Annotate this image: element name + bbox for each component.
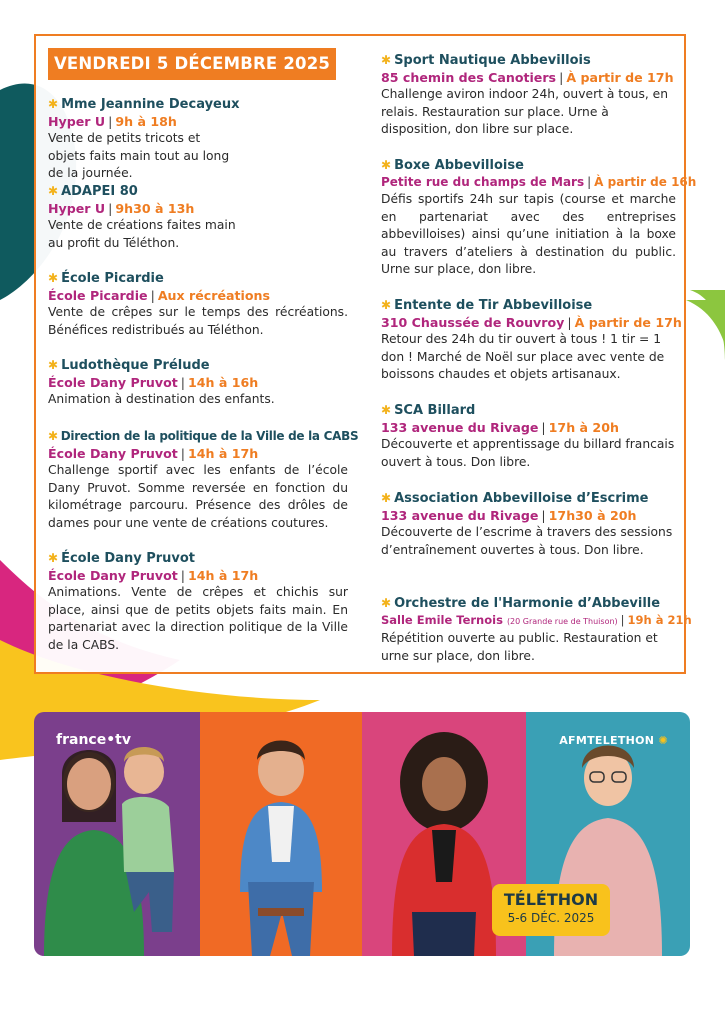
star-icon: ✱ (48, 429, 58, 443)
event-title: ✱ École Dany Pruvot (48, 551, 196, 566)
event-description: Défis sportifs 24h sur tapis (course et marche en partenariat avec des entreprises abbevilloises) ainsi qu’une initiation à la boxe au travers d’ateliers à destination du public. Urne sur place, don libre. (381, 192, 676, 276)
event-location: 85 chemin des Canotiers | À partir de 17h (381, 70, 674, 85)
event-location: Hyper U | 9h30 à 13h (48, 201, 195, 216)
telethon-badge (492, 884, 610, 936)
event-title: ✱ Orchestre de l'Harmonie d’Abbeville (381, 596, 661, 611)
star-icon: ✱ (381, 491, 392, 505)
event-description: Vente de créations faites main au profit du Téléthon. (48, 218, 236, 250)
france-tv-logo: france•tv (56, 732, 131, 748)
event-item (48, 270, 348, 339)
telethon-banner (34, 712, 690, 956)
event-description: Challenge aviron indoor 24h, ouvert à tous, en relais. Restauration sur place. Urne à disposition, don libre sur place. (381, 87, 669, 136)
event-title: ✱ ADAPEI 80 (48, 184, 138, 199)
event-description: Retour des 24h du tir ouvert à tous ! 1 tir = 1 don ! Marché de Noël sur place avec vente de boissons chaudes et objets artisanaux. (381, 332, 665, 381)
event-item (381, 157, 697, 279)
star-icon: ✱ (48, 271, 59, 285)
event-location: Petite rue du champs de Mars | À partir de 16h (381, 175, 697, 189)
event-description: Vente de crêpes sur le temps des récréations. Bénéfices redistribués au Téléthon. (48, 305, 348, 337)
event-description: Découverte de l’escrime à travers des sessions d’entraînement ouvertes à tous. Don libre. (381, 525, 673, 557)
event-description: Challenge sportif avec les enfants de l’école Dany Pruvot. Somme reversée en fonction du kilométrage parcouru. Présence des drôles de dames pour une vente de créations coutures. (48, 463, 348, 530)
person-photo-woman-child (34, 712, 200, 956)
event-location: 133 avenue du Rivage | 17h30 à 20h (381, 508, 637, 523)
event-description: Animations. Vente de crêpes et chichis sur place, ainsi que de petits objets faits main. En partenariat avec la direction politique de la Ville de la CABS. (48, 585, 348, 652)
event-item (381, 490, 676, 559)
event-title: ✱ Ludothèque Prélude (48, 358, 210, 373)
event-item (381, 52, 676, 139)
event-item (381, 595, 692, 665)
date-banner: VENDREDI 5 DÉCEMBRE 2025 (48, 48, 336, 80)
event-title: ✱ Boxe Abbevilloise (381, 158, 524, 173)
star-icon: ✱ (381, 158, 392, 172)
event-location: École Dany Pruvot | 14h à 17h (48, 446, 259, 461)
star-icon: ✱ (48, 97, 59, 111)
event-title: ✱ Association Abbevilloise d’Escrime (381, 491, 649, 506)
event-location: 133 avenue du Rivage | 17h à 20h (381, 420, 619, 435)
badge-date: 5-6 DÉC. 2025 (507, 911, 595, 925)
event-title: ✱ Entente de Tir Abbevilloise (381, 298, 593, 313)
event-location: Hyper U | 9h à 18h (48, 114, 177, 129)
star-icon: ✱ (381, 403, 392, 417)
event-item (381, 297, 682, 384)
star-icon: ✱ (48, 184, 59, 198)
star-icon: ✱ (48, 551, 59, 565)
event-item (381, 402, 676, 471)
star-icon: ✱ (381, 596, 392, 610)
badge-title: TÉLÉTHON (503, 890, 599, 909)
star-icon: ✱ (48, 358, 59, 372)
sun-icon: ✺ (658, 734, 668, 747)
event-description: Découverte et apprentissage du billard francais ouvert à tous. Don libre. (381, 437, 675, 469)
event-location: École Dany Pruvot | 14h à 16h (48, 375, 259, 390)
event-description: Répétition ouverte au public. Restauration et urne sur place, don libre. (381, 631, 658, 663)
event-title: ✱ Mme Jeannine Decayeux (48, 97, 240, 112)
person-photo-boy (200, 712, 362, 956)
star-icon: ✱ (381, 53, 392, 67)
event-title: ✱ École Picardie (48, 271, 164, 286)
star-icon: ✱ (381, 298, 392, 312)
event-title: ✱ Sport Nautique Abbevillois (381, 53, 591, 68)
event-item (48, 183, 348, 252)
event-item (48, 96, 348, 183)
event-item (48, 428, 359, 532)
event-location: 310 Chaussée de Rouvroy | À partir de 17h (381, 315, 682, 330)
event-description: Vente de petits tricots et objets faits main tout au long de la journée. (48, 131, 230, 180)
event-item (48, 357, 348, 409)
afm-telethon-logo: AFMTELETHON ✺ (559, 734, 668, 747)
event-title: ✱ SCA Billard (381, 403, 476, 418)
event-location: École Dany Pruvot | 14h à 17h (48, 568, 259, 583)
event-item (48, 550, 348, 654)
event-title: ✱ Direction de la politique de la Ville de la CABS (48, 429, 359, 443)
event-description: Animation à destination des enfants. (48, 392, 275, 406)
location-detail: (20 Grande rue de Thuison) (506, 617, 618, 626)
event-location: Salle Emile Ternois (20 Grande rue de Thuison) | 19h à 21h (381, 613, 692, 627)
event-card (34, 34, 697, 674)
event-location: École Picardie | Aux récréations (48, 288, 270, 303)
